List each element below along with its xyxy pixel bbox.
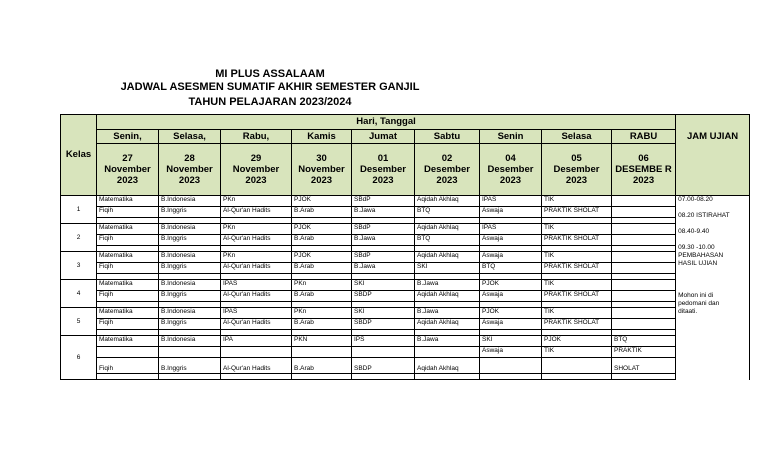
subject-cell: IPAS — [480, 224, 542, 235]
table-row — [61, 235, 750, 246]
subject-cell: PKn — [221, 196, 292, 207]
subject-cell: TIK — [542, 280, 612, 291]
subject-cell: PJOK — [480, 308, 542, 319]
date-header-date: 27 — [122, 153, 133, 164]
date-header-month: November — [166, 164, 213, 175]
subject-cell — [612, 207, 676, 218]
subject-cell: Matematika — [97, 308, 159, 319]
subject-cell: Fiqih — [97, 263, 159, 274]
subject-cell: SBdP — [352, 224, 415, 235]
jam-ujian-line: 09.30 -10.00 — [678, 244, 715, 251]
date-header-year: 2023 — [245, 175, 267, 186]
subject-cell: B.Indonesia — [159, 336, 221, 347]
subject-cell — [612, 224, 676, 235]
subject-cell: Matematika — [97, 224, 159, 235]
subject-cell: PJOK — [292, 196, 352, 207]
date-header-year: 2023 — [310, 175, 333, 186]
subject-cell: B.Arab — [292, 235, 352, 246]
subject-cell: TIK — [542, 308, 612, 319]
table-row — [61, 196, 750, 207]
subject-cell — [612, 280, 676, 291]
subject-cell: PJOK — [480, 280, 542, 291]
date-header-year: 2023 — [565, 175, 588, 186]
subject-cell: Fiqih — [97, 207, 159, 218]
date-header-date: 04 — [505, 153, 516, 164]
date-header-date: 28 — [184, 153, 195, 164]
subject-cell — [612, 235, 676, 246]
empty-cell — [97, 374, 159, 380]
subject-cell — [480, 358, 542, 374]
table-row — [61, 263, 750, 274]
subject-cell: IPA — [221, 336, 292, 347]
subject-cell: B.Inggris — [159, 235, 221, 246]
subject-cell: Aswaja — [480, 252, 542, 263]
subject-cell: Aqidah Akhlaq — [415, 252, 480, 263]
date-header-year: 2023 — [436, 175, 458, 186]
subject-cell: TIK — [542, 224, 612, 235]
subject-cell: IPAS — [221, 280, 292, 291]
day-header: Kamis — [292, 130, 352, 144]
day-header: Selasa — [542, 130, 612, 144]
table-row — [61, 207, 750, 218]
subject-cell: Aswaja — [480, 347, 542, 358]
subject-cell: TIK — [542, 252, 612, 263]
subject-cell: Al-Qur'an Hadits — [221, 235, 292, 246]
subject-cell: Matematika — [97, 252, 159, 263]
subject-cell: PRAKTIK SHOLAT — [542, 263, 612, 274]
kelas-cell: 2 — [61, 224, 97, 252]
subject-cell: B.Indonesia — [159, 280, 221, 291]
subject-cell: Aqidah Akhlaq — [415, 196, 480, 207]
date-header-month: Desember — [360, 164, 406, 175]
date-header — [612, 144, 676, 196]
date-header-date: 30 — [316, 153, 327, 164]
table-row — [61, 280, 750, 291]
jam-ujian-line: 08.40-9.40 — [678, 228, 710, 235]
date-header-month: November — [298, 164, 345, 175]
date-header-month: DESEMBE R — [615, 164, 672, 175]
date-header-month: Desember — [424, 164, 470, 175]
jam-ujian-line: ditaati. — [678, 308, 698, 315]
subject-cell: PKn — [292, 280, 352, 291]
kelas-cell: 6 — [61, 336, 97, 380]
date-header-month: November — [104, 164, 151, 175]
empty-cell — [612, 374, 676, 380]
subject-cell: PKN — [292, 336, 352, 347]
subject-cell: BTQ — [612, 336, 676, 347]
date-header — [221, 144, 292, 196]
subject-cell — [612, 308, 676, 319]
day-header: Selasa, — [159, 130, 221, 144]
subject-cell: PRAKTIK SHOLAT — [542, 235, 612, 246]
subject-cell — [612, 196, 676, 207]
table-row — [61, 252, 750, 263]
subject-cell: PKn — [221, 252, 292, 263]
day-header: Jumat — [352, 130, 415, 144]
subject-cell: IPS — [352, 336, 415, 347]
subject-cell: B.Jawa — [415, 336, 480, 347]
subject-cell: B.Jawa — [352, 263, 415, 274]
date-header — [292, 144, 352, 196]
empty-cell — [480, 374, 542, 380]
date-header — [97, 144, 159, 196]
subject-cell — [612, 263, 676, 274]
subject-cell: Aqidah Akhlaq — [415, 224, 480, 235]
hari-tanggal-header: Hari, Tanggal — [97, 115, 676, 130]
subject-cell: PRAKTIK — [612, 347, 676, 358]
kelas-header: Kelas — [61, 115, 97, 196]
subject-cell: SKI — [415, 263, 480, 274]
date-header-year: 2023 — [499, 175, 522, 186]
day-header: Senin — [480, 130, 542, 144]
subject-cell: Matematika — [97, 336, 159, 347]
subject-cell: B.Jawa — [352, 235, 415, 246]
jam-ujian-line: Mohon ini di — [678, 292, 714, 299]
subject-cell: Al-Qur'an Hadits — [221, 207, 292, 218]
kelas-cell: 1 — [61, 196, 97, 224]
subject-cell: Al-Qur'an Hadits — [221, 358, 292, 374]
subject-cell: PRAKTIK SHOLAT — [542, 291, 612, 302]
subject-cell: B.Indonesia — [159, 196, 221, 207]
subject-cell: Matematika — [97, 280, 159, 291]
subject-cell — [612, 252, 676, 263]
subject-cell: B.Arab — [292, 319, 352, 330]
subject-cell: B.Inggris — [159, 263, 221, 274]
subject-cell: B.Inggris — [159, 207, 221, 218]
jam-ujian-line: pedomani dan — [678, 300, 720, 307]
subject-cell: SBdP — [352, 196, 415, 207]
subject-cell — [221, 347, 292, 358]
subject-cell — [352, 347, 415, 358]
jam-ujian-line: 07.00-08.20 — [678, 196, 713, 203]
kelas-cell: 5 — [61, 308, 97, 336]
subject-cell: PJOK — [292, 224, 352, 235]
date-header-year: 2023 — [372, 175, 394, 186]
subject-cell: B.Arab — [292, 207, 352, 218]
subject-cell: Al-Qur'an Hadits — [221, 319, 292, 330]
kelas-cell: 4 — [61, 280, 97, 308]
jam-ujian-line: PEMBAHASAN — [678, 252, 724, 259]
table-row — [61, 308, 750, 319]
subject-cell — [612, 291, 676, 302]
subject-cell: B.Inggris — [159, 291, 221, 302]
subject-cell: BTQ — [480, 263, 542, 274]
subject-cell: Aswaja — [480, 235, 542, 246]
subject-cell: TIK — [542, 196, 612, 207]
subject-cell: SKI — [352, 280, 415, 291]
subject-cell: Al-Qur'an Hadits — [221, 263, 292, 274]
subject-cell: B.Indonesia — [159, 252, 221, 263]
subject-cell: Aqidah Akhlaq — [415, 358, 480, 374]
subject-cell: SBdP — [352, 252, 415, 263]
subject-cell: Al-Qur'an Hadits — [221, 291, 292, 302]
subject-cell — [97, 347, 159, 358]
jam-ujian-line: HASIL UJIAN — [678, 260, 718, 267]
subject-cell — [159, 347, 221, 358]
jam-ujian-header: JAM UJIAN — [676, 115, 750, 196]
date-header — [480, 144, 542, 196]
table-row — [61, 347, 750, 358]
empty-cell — [221, 374, 292, 380]
empty-cell — [415, 374, 480, 380]
schedule-title: JADWAL ASESMEN SUMATIF AKHIR SEMESTER GANJIL — [120, 81, 420, 93]
date-header-date: 02 — [441, 153, 453, 164]
table-row — [61, 336, 750, 347]
day-header: Senin, — [97, 130, 159, 144]
date-header-date: 06 — [638, 153, 649, 164]
subject-cell: PRAKTIK SHOLAT — [542, 207, 612, 218]
subject-cell: B.Indonesia — [159, 308, 221, 319]
empty-cell — [159, 374, 221, 380]
date-header-year: 2023 — [116, 175, 139, 186]
subject-cell: Aswaja — [480, 319, 542, 330]
subject-cell: Aqidah Akhlaq — [415, 319, 480, 330]
subject-cell: SBDP — [352, 358, 415, 374]
subject-cell: B.Inggris — [159, 319, 221, 330]
jam-ujian-line: 08.20 ISTIRAHAT — [678, 212, 730, 219]
date-header — [352, 144, 415, 196]
subject-cell — [415, 347, 480, 358]
date-header — [542, 144, 612, 196]
subject-cell: SBDP — [352, 319, 415, 330]
day-header: RABU — [612, 130, 676, 144]
subject-cell: B.Arab — [292, 263, 352, 274]
kelas-cell: 3 — [61, 252, 97, 280]
subject-cell: PJOK — [542, 336, 612, 347]
date-header-month: Desember — [553, 164, 600, 175]
subject-cell: Fiqih — [97, 319, 159, 330]
subject-cell: Aswaja — [480, 207, 542, 218]
subject-cell: PRAKTIK SHOLAT — [542, 319, 612, 330]
subject-cell: B.Indonesia — [159, 224, 221, 235]
spacer-row — [61, 374, 750, 380]
date-header-date: 29 — [250, 153, 262, 164]
subject-cell: Fiqih — [97, 358, 159, 374]
day-header: Sabtu — [415, 130, 480, 144]
subject-cell: Fiqih — [97, 291, 159, 302]
subject-cell: IPAS — [221, 308, 292, 319]
subject-cell: PKn — [292, 308, 352, 319]
subject-cell: BTQ — [415, 207, 480, 218]
date-header-year: 2023 — [178, 175, 201, 186]
jam-ujian-cell — [676, 196, 750, 380]
subject-cell: B.Jawa — [415, 280, 480, 291]
day-header: Rabu, — [221, 130, 292, 144]
table-row — [61, 319, 750, 330]
exam-schedule-table — [60, 114, 750, 380]
subject-cell — [542, 358, 612, 374]
table-row — [61, 224, 750, 235]
subject-cell: IPAS — [480, 196, 542, 207]
subject-cell: Aswaja — [480, 291, 542, 302]
subject-cell: B.Jawa — [415, 308, 480, 319]
date-header-date: 01 — [377, 153, 389, 164]
subject-cell: Aqidah Akhlaq — [415, 291, 480, 302]
academic-year: TAHUN PELAJARAN 2023/2024 — [188, 96, 352, 108]
subject-cell: SHOLAT — [612, 358, 676, 374]
subject-cell: B.Arab — [292, 358, 352, 374]
table-row — [61, 291, 750, 302]
subject-cell: PJOK — [292, 252, 352, 263]
subject-cell — [612, 319, 676, 330]
table-row — [61, 358, 750, 374]
subject-cell: SBDP — [352, 291, 415, 302]
date-header-month: November — [232, 164, 280, 175]
date-header — [159, 144, 221, 196]
subject-cell: B.Inggris — [159, 358, 221, 374]
subject-cell — [292, 347, 352, 358]
date-header — [415, 144, 480, 196]
empty-cell — [292, 374, 352, 380]
subject-cell: B.Arab — [292, 291, 352, 302]
subject-cell: SKI — [352, 308, 415, 319]
subject-cell: B.Jawa — [352, 207, 415, 218]
subject-cell: BTQ — [415, 235, 480, 246]
date-header-year: 2023 — [632, 175, 655, 186]
empty-cell — [542, 374, 612, 380]
empty-cell — [352, 374, 415, 380]
subject-cell: TIK — [542, 347, 612, 358]
date-header-date: 05 — [571, 153, 582, 164]
subject-cell: PKn — [221, 224, 292, 235]
subject-cell: Matematika — [97, 196, 159, 207]
school-name: MI PLUS ASSALAAM — [215, 68, 325, 80]
date-header-month: Desember — [487, 164, 534, 175]
subject-cell: SKI — [480, 336, 542, 347]
subject-cell: Fiqih — [97, 235, 159, 246]
